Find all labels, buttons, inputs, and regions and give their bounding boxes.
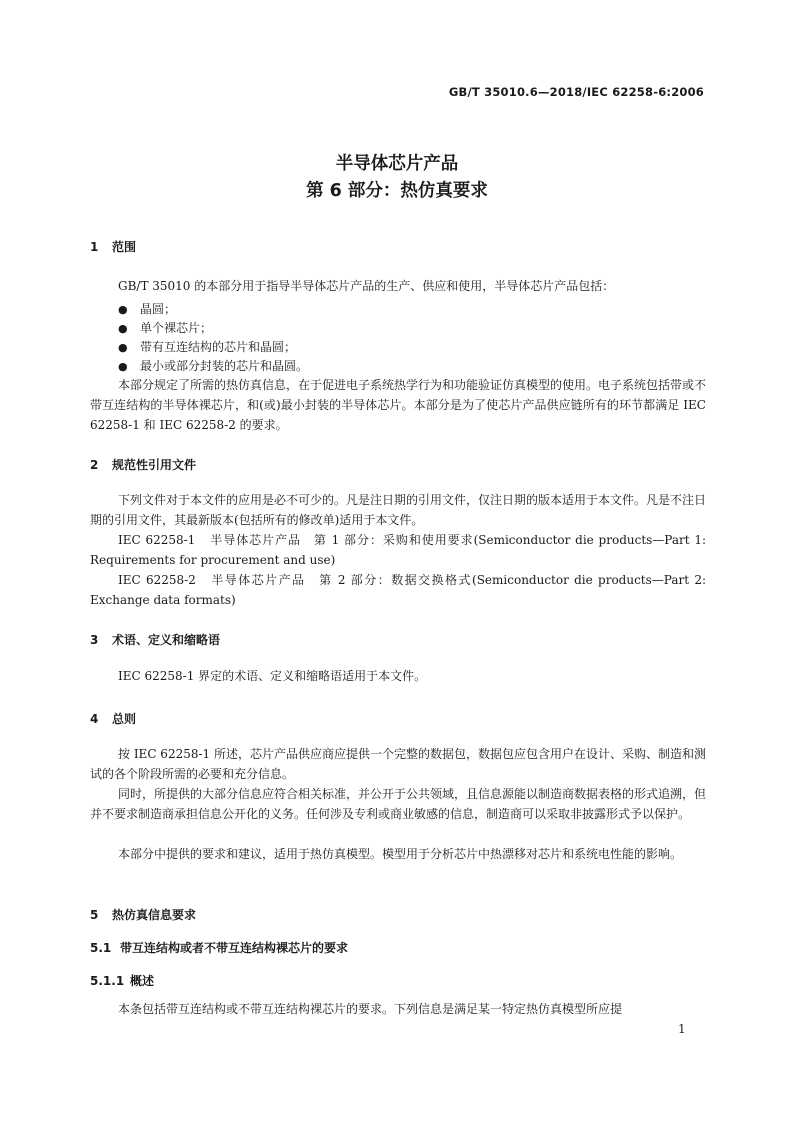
section-title: 规范性引用文件 bbox=[112, 458, 197, 472]
section-5-heading bbox=[90, 906, 196, 923]
bullet-item: ● 晶圆； bbox=[118, 302, 177, 316]
bullet-dot-icon: ● bbox=[118, 303, 128, 316]
bullet-dot-icon: ● bbox=[118, 322, 128, 335]
document-title-line2: 第 6 部分：热仿真要求 bbox=[306, 181, 488, 201]
subsection-number: 5.1 bbox=[90, 941, 112, 955]
section-1-heading bbox=[90, 238, 136, 255]
section-2-heading bbox=[90, 456, 196, 473]
bullet-item: ● 最小或部分封装的芯片和晶圆。 bbox=[118, 359, 309, 373]
section-1-intro: GB/T 35010 的本部分用于指导半导体芯片产品的生产、供应和使用，半导体芯片产品包括： bbox=[118, 279, 615, 293]
subsection-5-1-heading bbox=[90, 939, 348, 956]
section-number: 3 bbox=[90, 633, 99, 647]
section-number: 5 bbox=[90, 908, 99, 922]
subsection-title: 概述 bbox=[130, 974, 155, 988]
section-4-paragraph-1: 按 IEC 62258-1 所述，芯片产品供应商应提供一个完整的数据包，数据包应包含用户在设计、采购、制造和测试的各个阶段所需的必要和充分信息。 bbox=[90, 747, 706, 782]
section-2-paragraph: 下列文件对于本文件的应用是必不可少的。凡是注日期的引用文件，仅注日期的版本适用于本文件。凡是不注日期的引用文件，其最新版本(包括所有的修改单)适用于本文件。 bbox=[90, 493, 707, 528]
section-1-paragraph: 本部分规定了所需的热仿真信息，在于促进电子系统热学行为和功能验证仿真模型的使用。电子系统包括带或不带互连结构的半导体裸芯片，和(或)最小封装的半导体芯片。本部分是为了使芯片产品供应链所有的环节都满足 IEC 62258-1 和 IEC 62258-2 的要求。 bbox=[90, 378, 707, 433]
page-number: 1 bbox=[678, 1022, 686, 1036]
standard-code: GB/T 35010.6—2018/IEC 62258-6:2006 bbox=[448, 85, 704, 99]
subsection-5-1-1-heading bbox=[90, 972, 154, 989]
section-4-paragraph-2: 同时，所提供的大部分信息应符合相关标准，并公开于公共领域，且信息源能以制造商数据表格的形式追溯，但并不要求制造商承担信息公开化的义务。任何涉及专利或商业敏感的信息，制造商可以采取非披露形式予以保护。 bbox=[90, 787, 707, 822]
bullet-dot-icon: ● bbox=[118, 360, 128, 373]
subsection-number: 5.1.1 bbox=[90, 974, 125, 988]
section-number: 4 bbox=[90, 712, 99, 726]
subsection-title: 带互连结构或者不带互连结构裸芯片的要求 bbox=[120, 941, 349, 955]
section-number: 2 bbox=[90, 458, 99, 472]
section-3-heading bbox=[90, 631, 220, 648]
section-4-paragraph-3: 本部分中提供的要求和建议，适用于热仿真模型。模型用于分析芯片中热漂移对芯片和系统电性能的影响。 bbox=[118, 847, 683, 861]
section-4-heading bbox=[90, 710, 136, 727]
reference-title: 半导体芯片产品 第 1 部分：采购和使用要求(Semiconductor die products—Part 1: Requirements for procurement and use) bbox=[90, 533, 707, 568]
section-title: 范围 bbox=[112, 240, 137, 254]
section-number: 1 bbox=[90, 240, 99, 254]
reference-code: IEC 62258-2 bbox=[118, 573, 196, 587]
section-5-paragraph: 本条包括带互连结构或不带互连结构裸芯片的要求。下列信息是满足某一特定热仿真模型所应提 bbox=[118, 1002, 623, 1016]
section-title: 总则 bbox=[112, 712, 137, 726]
reference-item bbox=[90, 570, 706, 610]
bullet-dot-icon: ● bbox=[118, 341, 128, 354]
document-title-line1: 半导体芯片产品 bbox=[335, 154, 459, 174]
reference-item bbox=[90, 530, 706, 570]
section-3-paragraph: IEC 62258-1 界定的术语、定义和缩略语适用于本文件。 bbox=[118, 669, 427, 683]
section-title: 热仿真信息要求 bbox=[112, 908, 197, 922]
reference-code: IEC 62258-1 bbox=[118, 533, 196, 547]
section-title: 术语、定义和缩略语 bbox=[112, 633, 221, 647]
reference-title: 半导体芯片产品 第 2 部分：数据交换格式(Semiconductor die products—Part 2: Exchange data formats) bbox=[90, 573, 707, 608]
bullet-item: ● 带有互连结构的芯片和晶圆； bbox=[118, 340, 297, 354]
bullet-item: ● 单个裸芯片； bbox=[118, 321, 213, 335]
